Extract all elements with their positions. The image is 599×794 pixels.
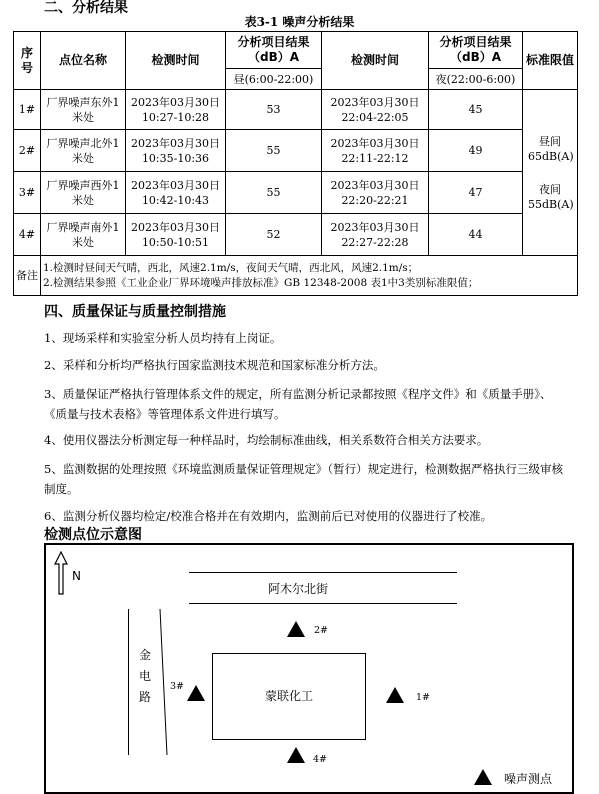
cell-no: 3# bbox=[14, 172, 41, 214]
cell-result-day: 55 bbox=[226, 130, 322, 172]
street-left-label: 金电路 bbox=[138, 648, 151, 704]
table-row bbox=[14, 172, 578, 214]
cell-result-night: 47 bbox=[429, 172, 523, 214]
point-4-label: 4# bbox=[313, 754, 328, 765]
cell-result-day: 52 bbox=[226, 214, 322, 256]
note-2: 2.检测结果参照《工业企业厂界环境噪声排放标准》GB 12348-2008 表1中3类别标准限值； bbox=[43, 276, 479, 289]
cell-result-night: 44 bbox=[429, 214, 523, 256]
cell-time-night: 2023年03月30日 22:04-22:05 bbox=[322, 90, 429, 130]
cell-limits bbox=[523, 90, 578, 256]
point-1-label: 1# bbox=[416, 692, 431, 703]
cell-result-night: 45 bbox=[429, 90, 523, 130]
header-night-period: 夜(22:00-6:00) bbox=[429, 69, 523, 90]
cell-time-night: 2023年03月30日 22:20-22:21 bbox=[322, 172, 429, 214]
cell-time-night: 2023年03月30日 22:27-22:28 bbox=[322, 214, 429, 256]
cell-no: 2# bbox=[14, 130, 41, 172]
notes-label: 备注 bbox=[14, 256, 41, 296]
noise-point-3-icon bbox=[187, 685, 205, 701]
paragraph-6: 6、监测分析仪器均检定/校准合格并在有效期内，监测前后已对使用的仪器进行了校准。 bbox=[44, 509, 493, 523]
cell-no: 1# bbox=[14, 90, 41, 130]
section-title-analysis: 二、分析结果 bbox=[44, 0, 128, 16]
cell-point: 厂界噪声西外1米处 bbox=[41, 172, 126, 214]
noise-point-4-icon bbox=[287, 747, 305, 763]
point-3-label: 3# bbox=[170, 681, 185, 692]
site-map bbox=[44, 543, 574, 794]
cell-no: 4# bbox=[14, 214, 41, 256]
note-1: 1.检测时昼间天气晴，西北，风速2.1m/s，夜间天气晴，西北风，风速2.1m/s； bbox=[43, 261, 419, 274]
table-row bbox=[14, 90, 578, 130]
table-row bbox=[14, 130, 578, 172]
header-result-day: 分析项目结果（dB）A bbox=[226, 32, 322, 69]
cell-time-day: 2023年03月30日 10:27-10:28 bbox=[126, 90, 226, 130]
section-title-quality: 四、质量保证与质量控制措施 bbox=[44, 304, 226, 320]
table-row bbox=[14, 214, 578, 256]
header-day-period: 昼(6:00-22:00) bbox=[226, 69, 322, 90]
road-edge bbox=[159, 609, 169, 755]
cell-time-day: 2023年03月30日 10:42-10:43 bbox=[126, 172, 226, 214]
cell-result-day: 55 bbox=[226, 172, 322, 214]
cell-point: 厂界噪声北外1米处 bbox=[41, 130, 126, 172]
header-time-night: 检测时间 bbox=[322, 32, 429, 90]
cell-time-day: 2023年03月30日 10:50-10:51 bbox=[126, 214, 226, 256]
header-point: 点位名称 bbox=[41, 32, 126, 90]
street-edge bbox=[189, 603, 457, 604]
header-time-day: 检测时间 bbox=[126, 32, 226, 90]
noise-point-1-icon bbox=[386, 687, 404, 703]
street-top-label: 阿木尔北街 bbox=[268, 582, 329, 596]
map-title: 检测点位示意图 bbox=[44, 527, 142, 543]
north-arrow-icon bbox=[54, 551, 68, 595]
legend-label: 噪声测点 bbox=[504, 772, 553, 786]
paragraph-2: 2、采样和分析均严格执行国家监测技术规范和国家标准分析方法。 bbox=[44, 358, 385, 372]
header-no: 序号 bbox=[14, 32, 41, 90]
limit-night: 夜间55dB(A) bbox=[528, 182, 574, 211]
cell-time-day: 2023年03月30日 10:35-10:36 bbox=[126, 130, 226, 172]
paragraph-5: 5、监测数据的处理按照《环境监测质量保证管理规定》（暂行）规定进行，检测数据严格执行三级审核制度。 bbox=[44, 462, 564, 496]
legend-triangle-icon bbox=[474, 769, 492, 785]
notes-content bbox=[41, 256, 578, 296]
road-edge bbox=[128, 609, 129, 755]
paragraph-4: 4、使用仪器法分析测定每一种样品时，均绘制标准曲线，相关系数符合相关方法要求。 bbox=[44, 433, 489, 447]
cell-time-night: 2023年03月30日 22:11-22:12 bbox=[322, 130, 429, 172]
paragraph-3: 3、质量保证严格执行管理体系文件的规定，所有监测分析记录都按照《程序文件》和《质量手册》、《质量与技术表格》等管理体系文件进行填写。 bbox=[44, 387, 552, 421]
cell-result-day: 53 bbox=[226, 90, 322, 130]
point-2-label: 2# bbox=[314, 625, 329, 636]
paragraph-1: 1、现场采样和实验室分析人员均持有上岗证。 bbox=[44, 331, 282, 345]
notes-row bbox=[14, 256, 578, 296]
table-caption: 表3-1 噪声分析结果 bbox=[244, 15, 355, 29]
cell-point: 厂界噪声南外1米处 bbox=[41, 214, 126, 256]
cell-result-night: 49 bbox=[429, 130, 523, 172]
noise-results-table bbox=[13, 31, 578, 296]
header-limit: 标准限值 bbox=[523, 32, 578, 90]
street-edge bbox=[189, 572, 457, 573]
cell-point: 厂界噪声东外1米处 bbox=[41, 90, 126, 130]
header-result-night: 分析项目结果（dB）A bbox=[429, 32, 523, 69]
noise-point-2-icon bbox=[287, 621, 305, 637]
limit-day: 昼间65dB(A) bbox=[528, 134, 574, 163]
factory-label: 蒙联化工 bbox=[264, 689, 313, 703]
north-label: N bbox=[72, 569, 81, 583]
